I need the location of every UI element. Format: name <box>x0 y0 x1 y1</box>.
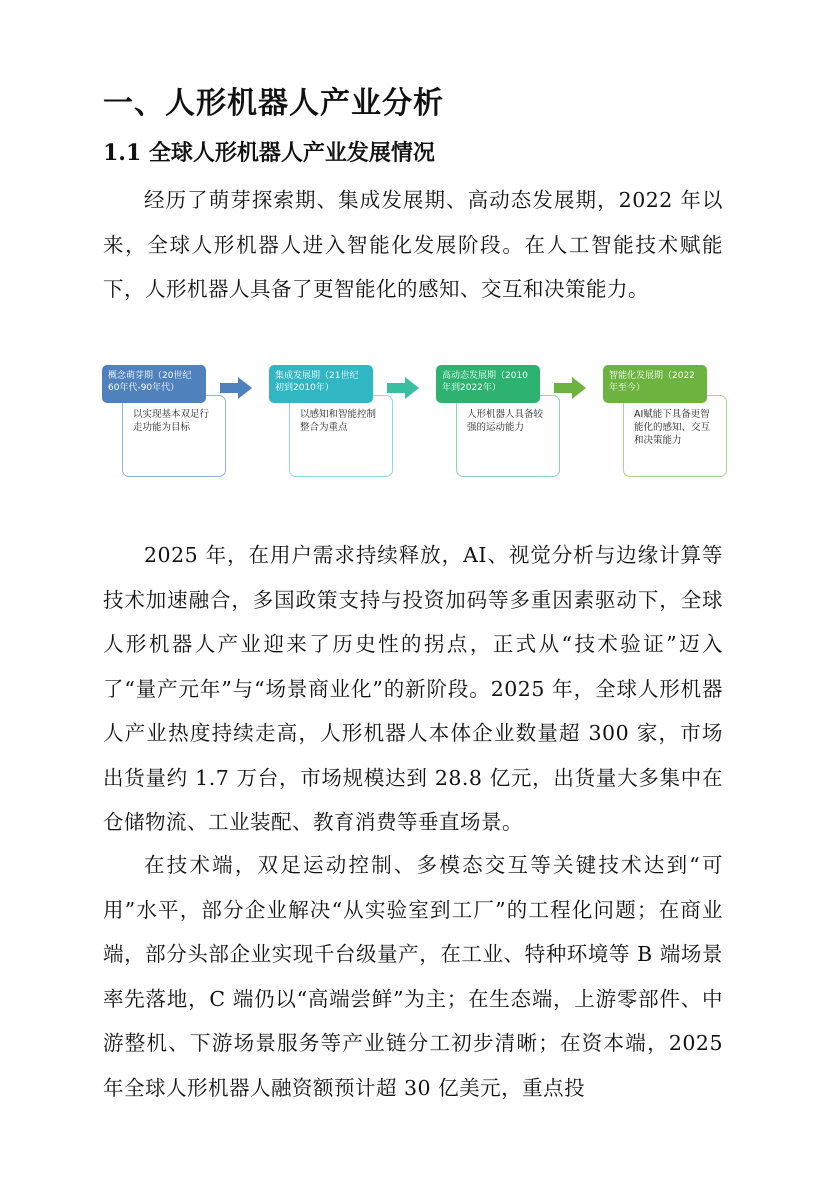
arrow-shape <box>387 377 419 399</box>
arrow-icon <box>220 377 252 399</box>
development-stages-diagram <box>102 365 732 480</box>
arrow-icon <box>554 377 586 399</box>
stage-4-title: 智能化发展期（2022年至今） <box>603 365 707 403</box>
stage-2 <box>269 365 393 477</box>
stage-3-description: 人形机器人具备较强的运动能力 <box>456 395 560 477</box>
arrow-shape <box>554 377 586 399</box>
stage-1 <box>102 365 226 477</box>
stage-2-description: 以感知和智能控制整合为重点 <box>289 395 393 477</box>
arrow-shape <box>220 377 252 399</box>
stage-3-title: 高动态发展期（2010年到2022年） <box>436 365 540 403</box>
stage-1-description: 以实现基本双足行走功能为目标 <box>122 395 226 477</box>
stage-3 <box>436 365 560 477</box>
paragraph-intro: 经历了萌芽探索期、集成发展期、高动态发展期，2022 年以来，全球人形机器人进入智能化发展阶段。在人工智能技术赋能下，人形机器人具备了更智能化的感知、交互和决策能力。 <box>103 188 723 301</box>
subsection-heading: 1.1 全球人形机器人产业发展情况 <box>103 140 435 166</box>
stage-4-description: AI赋能下具备更智能化的感知、交互和决策能力 <box>623 395 727 477</box>
paragraph-industry-ends: 在技术端，双足运动控制、多模态交互等关键技术达到“可用”水平，部分企业解决“从实验室到工厂”的工程化问题；在商业端，部分头部企业实现千台级量产，在工业、特种环境等 B 端场景率先落地，C 端仍以“高端尝鲜”为主；在生态端，上游零部件、中游整机、下游场景服务等产业链分工初步清晰；在资本端，2025 年全球人形机器人融资额预计超 30 亿美元，重点投 <box>103 853 723 1100</box>
stage-4 <box>603 365 727 477</box>
stage-2-title: 集成发展期（21世纪初到2010年） <box>269 365 373 403</box>
section-heading: 一、人形机器人产业分析 <box>103 86 444 121</box>
paragraph-2025-overview: 2025 年，在用户需求持续释放，AI、视觉分析与边缘计算等技术加速融合，多国政策支持与投资加码等多重因素驱动下，全球人形机器人产业迎来了历史性的拐点，正式从“技术验证”迈入了“量产元年”与“场景商业化”的新阶段。2025 年，全球人形机器人产业热度持续走高，人形机器人本体企业数量超 300 家，市场出货量约 1.7 万台，市场规模达到 28.8 亿元，出货量大多集中在仓储物流、工业装配、教育消费等垂直场景。 <box>103 543 723 834</box>
stage-1-title: 概念萌芽期（20世纪60年代-90年代） <box>102 365 206 403</box>
arrow-icon <box>387 377 419 399</box>
